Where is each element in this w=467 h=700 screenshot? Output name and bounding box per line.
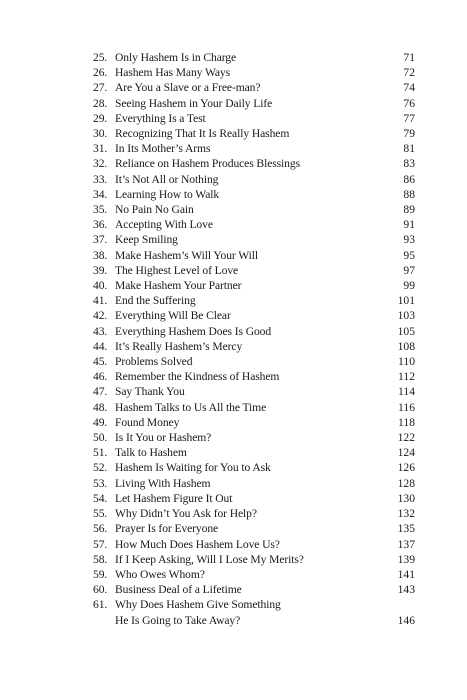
chapter-title: Why Didn’t You Ask for Help? (115, 507, 257, 521)
page-number: 137 (397, 537, 415, 551)
toc-entry (93, 369, 415, 384)
toc-entry (93, 217, 415, 232)
chapter-number: 54. (93, 491, 108, 505)
page-number: 146 (397, 613, 415, 627)
page-number: 124 (397, 446, 415, 460)
page-number: 105 (397, 324, 415, 338)
chapter-title: How Much Does Hashem Love Us? (115, 537, 280, 551)
chapter-title: Seeing Hashem in Your Daily Life (115, 96, 273, 110)
toc-entry (93, 263, 415, 278)
chapter-title: If I Keep Asking, Will I Lose My Merits? (115, 552, 304, 566)
toc-entry (93, 460, 415, 475)
chapter-title: Hashem Talks to Us All the Time (115, 400, 267, 414)
chapter-number: 42. (93, 309, 108, 323)
chapter-number: 52. (93, 461, 108, 475)
page-number: 99 (403, 279, 415, 293)
toc-entry (93, 293, 415, 308)
chapter-title: Prayer Is for Everyone (115, 522, 219, 536)
page-number: 81 (403, 142, 415, 156)
page-number: 72 (403, 66, 415, 80)
chapter-number: 31. (93, 142, 108, 156)
toc-entry (93, 445, 415, 460)
chapter-title: Remember the Kindness of Hashem (115, 370, 280, 384)
toc-entry (93, 430, 415, 445)
chapter-title: The Highest Level of Love (115, 263, 239, 277)
chapter-title: Why Does Hashem Give Something He Is Going to Take Away? (115, 598, 281, 627)
toc-entry (93, 537, 415, 552)
chapter-title: Hashem Is Waiting for You to Ask (115, 461, 271, 475)
page-number: 132 (397, 507, 415, 521)
toc-entry (93, 111, 415, 126)
chapter-title: Living With Hashem (115, 476, 211, 490)
toc-entry (93, 384, 415, 399)
toc-entry (93, 476, 415, 491)
chapter-title: Everything Will Be Clear (115, 309, 231, 323)
chapter-number: 32. (93, 157, 108, 171)
chapter-number: 53. (93, 476, 108, 490)
toc-entry (93, 521, 415, 536)
chapter-title: Reliance on Hashem Produces Blessings (115, 157, 300, 171)
page-number: 122 (397, 431, 415, 445)
page-number: 91 (403, 218, 415, 232)
chapter-title: Who Owes Whom? (115, 567, 205, 581)
toc-entry (93, 582, 415, 597)
chapter-title: No Pain No Gain (115, 203, 194, 217)
chapter-number: 33. (93, 172, 108, 186)
page-number: 89 (403, 203, 415, 217)
page-number: 135 (397, 522, 415, 536)
chapter-title: Only Hashem Is in Charge (115, 51, 237, 64)
chapter-number: 50. (93, 431, 108, 445)
chapter-number: 47. (93, 385, 108, 399)
toc-entry (93, 141, 415, 156)
toc-entry (93, 324, 415, 339)
chapter-title: Make Hashem Your Partner (115, 279, 242, 293)
chapter-number: 41. (93, 294, 108, 308)
page-number: 110 (398, 355, 415, 369)
toc-entry (93, 80, 415, 95)
chapter-title: Accepting With Love (115, 218, 213, 232)
chapter-number: 44. (93, 339, 108, 353)
page-number: 128 (397, 476, 415, 490)
chapter-title: Make Hashem’s Will Your Will (115, 248, 259, 262)
chapter-number: 48. (93, 400, 108, 414)
page-number: 79 (403, 127, 415, 141)
chapter-number: 51. (93, 446, 108, 460)
toc-entry (93, 126, 415, 141)
page-number: 130 (397, 491, 415, 505)
page-number: 112 (398, 370, 415, 384)
page-number: 139 (397, 552, 415, 566)
toc-entry (93, 597, 415, 627)
chapter-title: In Its Mother’s Arms (115, 142, 211, 156)
page-number: 74 (403, 81, 415, 95)
chapter-number: 37. (93, 233, 108, 247)
chapter-number: 25. (93, 51, 108, 64)
chapter-title: Everything Is a Test (115, 111, 206, 125)
page-number: 97 (403, 263, 415, 277)
page-number: 143 (397, 583, 415, 597)
chapter-title: Are You a Slave or a Free-man? (115, 81, 261, 95)
chapter-title: Say Thank You (115, 385, 185, 399)
chapter-title: It’s Really Hashem’s Mercy (115, 339, 243, 353)
chapter-number: 55. (93, 507, 108, 521)
page-number: 71 (403, 51, 415, 64)
toc-entry (93, 308, 415, 323)
page-number: 101 (397, 294, 415, 308)
page-number: 88 (403, 187, 415, 201)
chapter-title: Learning How to Walk (115, 187, 220, 201)
toc-entry (93, 354, 415, 369)
chapter-number: 56. (93, 522, 108, 536)
chapter-number: 46. (93, 370, 108, 384)
chapter-title: Let Hashem Figure It Out (115, 491, 233, 505)
chapter-number: 35. (93, 203, 108, 217)
chapter-title: Found Money (115, 415, 180, 429)
chapter-title: It’s Not All or Nothing (115, 172, 219, 186)
chapter-title: Is It You or Hashem? (115, 431, 212, 445)
chapter-number: 39. (93, 263, 108, 277)
toc-entry (93, 552, 415, 567)
toc-entry (93, 567, 415, 582)
page-number: 95 (403, 248, 415, 262)
chapter-number: 28. (93, 96, 108, 110)
toc-entry (93, 232, 415, 247)
chapter-title: Hashem Has Many Ways (115, 66, 231, 80)
chapter-title: Everything Hashem Does Is Good (115, 324, 272, 338)
page-number: 93 (403, 233, 415, 247)
page-number: 83 (403, 157, 415, 171)
chapter-title: Business Deal of a Lifetime (115, 583, 242, 597)
page-number: 141 (397, 567, 415, 581)
toc-entry (93, 50, 415, 65)
chapter-title: Problems Solved (115, 355, 193, 369)
table-of-contents (93, 50, 415, 628)
chapter-number: 30. (93, 127, 108, 141)
chapter-number: 58. (93, 552, 108, 566)
chapter-number: 61. (93, 598, 108, 612)
chapter-number: 27. (93, 81, 108, 95)
page-number: 77 (403, 111, 415, 125)
toc-entry (93, 187, 415, 202)
chapter-title: Keep Smiling (115, 233, 178, 247)
chapter-number: 49. (93, 415, 108, 429)
toc-entry (93, 400, 415, 415)
toc-entry (93, 65, 415, 80)
chapter-number: 57. (93, 537, 108, 551)
toc-entry (93, 415, 415, 430)
chapter-number: 40. (93, 279, 108, 293)
chapter-number: 45. (93, 355, 108, 369)
toc-entry (93, 491, 415, 506)
toc-entry (93, 248, 415, 263)
chapter-title: Talk to Hashem (115, 446, 187, 460)
chapter-number: 60. (93, 583, 108, 597)
chapter-number: 43. (93, 324, 108, 338)
toc-entry (93, 506, 415, 521)
chapter-title: End the Suffering (115, 294, 196, 308)
page-number: 116 (398, 400, 415, 414)
chapter-number: 59. (93, 567, 108, 581)
toc-entry (93, 156, 415, 171)
chapter-title: Recognizing That It Is Really Hashem (115, 127, 290, 141)
chapter-number: 29. (93, 111, 108, 125)
toc-entry (93, 96, 415, 111)
toc-entry (93, 202, 415, 217)
page-number: 114 (398, 385, 415, 399)
chapter-number: 36. (93, 218, 108, 232)
chapter-number: 38. (93, 248, 108, 262)
page-number: 126 (397, 461, 415, 475)
toc-entry (93, 172, 415, 187)
chapter-number: 34. (93, 187, 108, 201)
page-number: 118 (398, 415, 415, 429)
chapter-number: 26. (93, 66, 108, 80)
page-number: 76 (403, 96, 415, 110)
page-number: 108 (397, 339, 415, 353)
page-number: 86 (403, 172, 415, 186)
page-number: 103 (397, 309, 415, 323)
toc-entry (93, 339, 415, 354)
toc-entry (93, 278, 415, 293)
